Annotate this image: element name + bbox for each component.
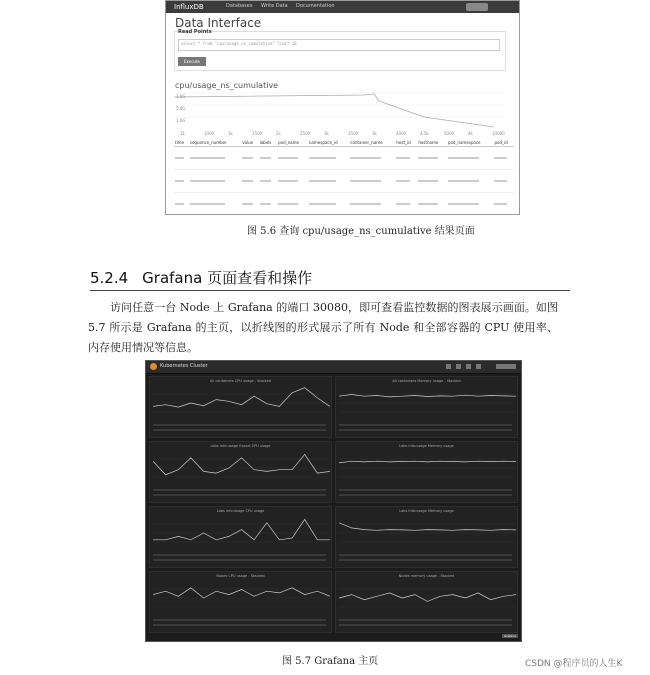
table-cell bbox=[241, 147, 258, 170]
heading-underline bbox=[90, 290, 570, 291]
legend-row bbox=[153, 489, 326, 491]
legend-row bbox=[153, 619, 326, 621]
table-cell bbox=[259, 147, 278, 170]
table-cell bbox=[308, 193, 349, 216]
panel-title[interactable]: All containers Memory usage - Stacked bbox=[392, 379, 461, 383]
legend-row bbox=[153, 554, 326, 556]
figure-5-6-caption: 图 5.6 查询 cpu/usage_ns_cumulative 结果页面 bbox=[247, 226, 475, 237]
table-cell bbox=[447, 147, 494, 170]
x-tick: 3k bbox=[372, 131, 377, 136]
table-cell bbox=[493, 147, 514, 170]
execute-query-button[interactable]: Execute Query bbox=[178, 57, 206, 66]
legend-row bbox=[339, 554, 512, 556]
column-header: sequence_number bbox=[189, 139, 241, 147]
column-header: hostname bbox=[417, 139, 447, 147]
grafana-badge: Grafana bbox=[503, 634, 516, 638]
nav-link-write-data[interactable]: Write Data bbox=[261, 3, 288, 9]
panel-title[interactable]: Labs Info:usage CPU usage bbox=[216, 509, 265, 513]
y-tick: 5.0G bbox=[176, 106, 186, 111]
section-title: Grafana 页面查看和操作 bbox=[142, 269, 313, 287]
column-header: pod_name bbox=[277, 139, 308, 147]
column-header: pod_id bbox=[493, 139, 514, 147]
column-header: host_id bbox=[395, 139, 417, 147]
table-cell bbox=[277, 193, 308, 216]
legend-row bbox=[339, 494, 512, 496]
x-tick: 4k bbox=[468, 131, 473, 136]
graph-panel[interactable] bbox=[335, 376, 518, 438]
grafana-top-bar bbox=[146, 361, 521, 374]
series-line bbox=[153, 388, 330, 407]
panel-line-chart bbox=[153, 450, 330, 486]
series-line bbox=[339, 461, 516, 463]
panel-line-chart bbox=[153, 385, 330, 421]
column-header: pod_namespace bbox=[447, 139, 494, 147]
table-cell bbox=[493, 193, 514, 216]
y-tick: 1.0G bbox=[176, 118, 186, 123]
dashboard-title[interactable]: Kubernetes Cluster bbox=[160, 363, 208, 369]
time-range-picker[interactable] bbox=[496, 364, 516, 369]
series-line bbox=[174, 94, 494, 127]
x-tick: 2500 bbox=[300, 131, 311, 136]
panel-line-chart bbox=[339, 515, 516, 551]
graph-panel[interactable] bbox=[335, 571, 518, 633]
table-cell bbox=[447, 170, 494, 193]
table-cell bbox=[174, 170, 189, 193]
grafana-screenshot bbox=[145, 360, 522, 642]
table-cell bbox=[277, 170, 308, 193]
star-icon[interactable] bbox=[446, 364, 451, 369]
y-tick: 1.0G bbox=[176, 94, 186, 99]
legend-row bbox=[339, 624, 512, 626]
table-cell bbox=[259, 170, 278, 193]
legend-row bbox=[339, 489, 512, 491]
x-tick: 3k bbox=[324, 131, 329, 136]
x-tick: 3500 bbox=[348, 131, 359, 136]
panel-line-chart bbox=[153, 515, 330, 551]
x-tick: 4000 bbox=[396, 131, 407, 136]
x-tick: 1500 bbox=[252, 131, 263, 136]
save-icon[interactable] bbox=[466, 364, 471, 369]
table-cell bbox=[349, 170, 395, 193]
x-tick: 1k bbox=[228, 131, 233, 136]
table-cell bbox=[174, 193, 189, 216]
legend-row bbox=[153, 559, 326, 561]
legend-row bbox=[153, 424, 326, 426]
panel-title[interactable]: Labs Info:usage Memory usage bbox=[399, 444, 454, 448]
grafana-logo-icon[interactable] bbox=[150, 363, 157, 370]
x-tick: 5000 bbox=[444, 131, 455, 136]
panel-title[interactable]: Labs Info:usage Export CPU usage bbox=[210, 444, 271, 448]
table-cell bbox=[395, 193, 417, 216]
series-line bbox=[339, 593, 516, 602]
graph-panel[interactable] bbox=[149, 506, 332, 568]
series-line-chart bbox=[174, 91, 504, 131]
panel-line-chart bbox=[153, 580, 330, 616]
legend-row bbox=[339, 619, 512, 621]
panel-title[interactable]: All containers CPU usage - Stacked bbox=[209, 379, 272, 383]
influxdb-brand: InfluxDB bbox=[174, 3, 204, 11]
section-heading bbox=[90, 267, 312, 288]
graph-panel[interactable] bbox=[335, 506, 518, 568]
table-cell bbox=[417, 193, 447, 216]
series-line bbox=[153, 454, 330, 474]
panel-line-chart bbox=[339, 450, 516, 486]
series-line bbox=[153, 588, 330, 598]
column-header: value bbox=[241, 139, 258, 147]
table-cell bbox=[241, 170, 258, 193]
legend-row bbox=[153, 494, 326, 496]
table-cell bbox=[395, 147, 417, 170]
read-points-panel bbox=[174, 31, 506, 71]
graph-panel[interactable] bbox=[149, 376, 332, 438]
column-header: namespace_id bbox=[308, 139, 349, 147]
table-cell bbox=[189, 193, 241, 216]
column-header: container_name bbox=[349, 139, 395, 147]
results-table bbox=[174, 139, 514, 215]
table-row bbox=[174, 170, 514, 193]
page-title: Data Interface bbox=[175, 16, 262, 30]
table-cell bbox=[259, 193, 278, 216]
body-paragraph: 访问任意一台 Node 上 Grafana 的端口 30080，即可查看监控数据的图表展示画面。如图 5.7 所示是 Grafana 的主页，以折线图的形式展示了所有 Node 和全部容器的 CPU 使用率、内存使用情况等信息。 bbox=[88, 301, 558, 354]
series-title: cpu/usage_ns_cumulative bbox=[175, 81, 279, 90]
series-line bbox=[153, 519, 330, 539]
table-cell bbox=[349, 193, 395, 216]
panel-title[interactable]: Nodes memory usage - Stacked bbox=[398, 574, 455, 578]
figure-5-7-caption: 图 5.7 Grafana 主页 bbox=[282, 656, 379, 667]
table-cell bbox=[395, 170, 417, 193]
panel-title: Read Points bbox=[178, 29, 212, 35]
table-cell bbox=[174, 147, 189, 170]
settings-icon[interactable] bbox=[476, 364, 481, 369]
table-cell bbox=[417, 147, 447, 170]
legend-row bbox=[339, 559, 512, 561]
column-header: time bbox=[174, 139, 189, 147]
panel-line-chart bbox=[339, 580, 516, 616]
x-tick: 10000 bbox=[492, 131, 505, 136]
panel-title[interactable]: Labs Info:usage Memory usage bbox=[399, 509, 454, 513]
section-number: 5.2.4 bbox=[90, 269, 129, 287]
panel-line-chart bbox=[339, 385, 516, 421]
table-cell bbox=[308, 170, 349, 193]
legend-row bbox=[153, 429, 326, 431]
x-tick: 11 bbox=[180, 131, 186, 136]
graph-panel[interactable] bbox=[335, 441, 518, 503]
column-header: labels bbox=[259, 139, 278, 147]
table-cell bbox=[241, 193, 258, 216]
share-icon[interactable] bbox=[456, 364, 461, 369]
table-cell bbox=[277, 147, 308, 170]
connection-button[interactable] bbox=[466, 3, 488, 11]
influxdb-screenshot bbox=[165, 0, 520, 215]
x-tick: 1000 bbox=[204, 131, 215, 136]
table-cell bbox=[349, 147, 395, 170]
legend-row bbox=[339, 424, 512, 426]
table-cell bbox=[308, 147, 349, 170]
table-cell bbox=[493, 170, 514, 193]
graph-panel[interactable] bbox=[149, 441, 332, 503]
nav-link-documentation[interactable]: Documentation bbox=[296, 3, 335, 9]
table-cell bbox=[189, 170, 241, 193]
influxdb-top-bar bbox=[166, 1, 519, 13]
graph-panel[interactable] bbox=[149, 571, 332, 633]
table-cell bbox=[189, 147, 241, 170]
x-tick: 4.5k bbox=[420, 131, 429, 136]
legend-row bbox=[339, 429, 512, 431]
nav-link-databases[interactable]: Databases bbox=[226, 3, 253, 9]
watermark: CSDN @程序员的人生K bbox=[525, 659, 623, 669]
x-tick: 2s bbox=[276, 131, 281, 136]
legend-row bbox=[153, 624, 326, 626]
query-input[interactable]: select * from "cpu/usage_ns_cumulative" limit 10 bbox=[178, 39, 500, 51]
table-row bbox=[174, 147, 514, 170]
series-line bbox=[339, 395, 516, 397]
panel-title[interactable]: Nodes CPU usage - Stacked bbox=[216, 574, 265, 578]
table-row bbox=[174, 193, 514, 216]
table-cell bbox=[417, 170, 447, 193]
table-cell bbox=[447, 193, 494, 216]
